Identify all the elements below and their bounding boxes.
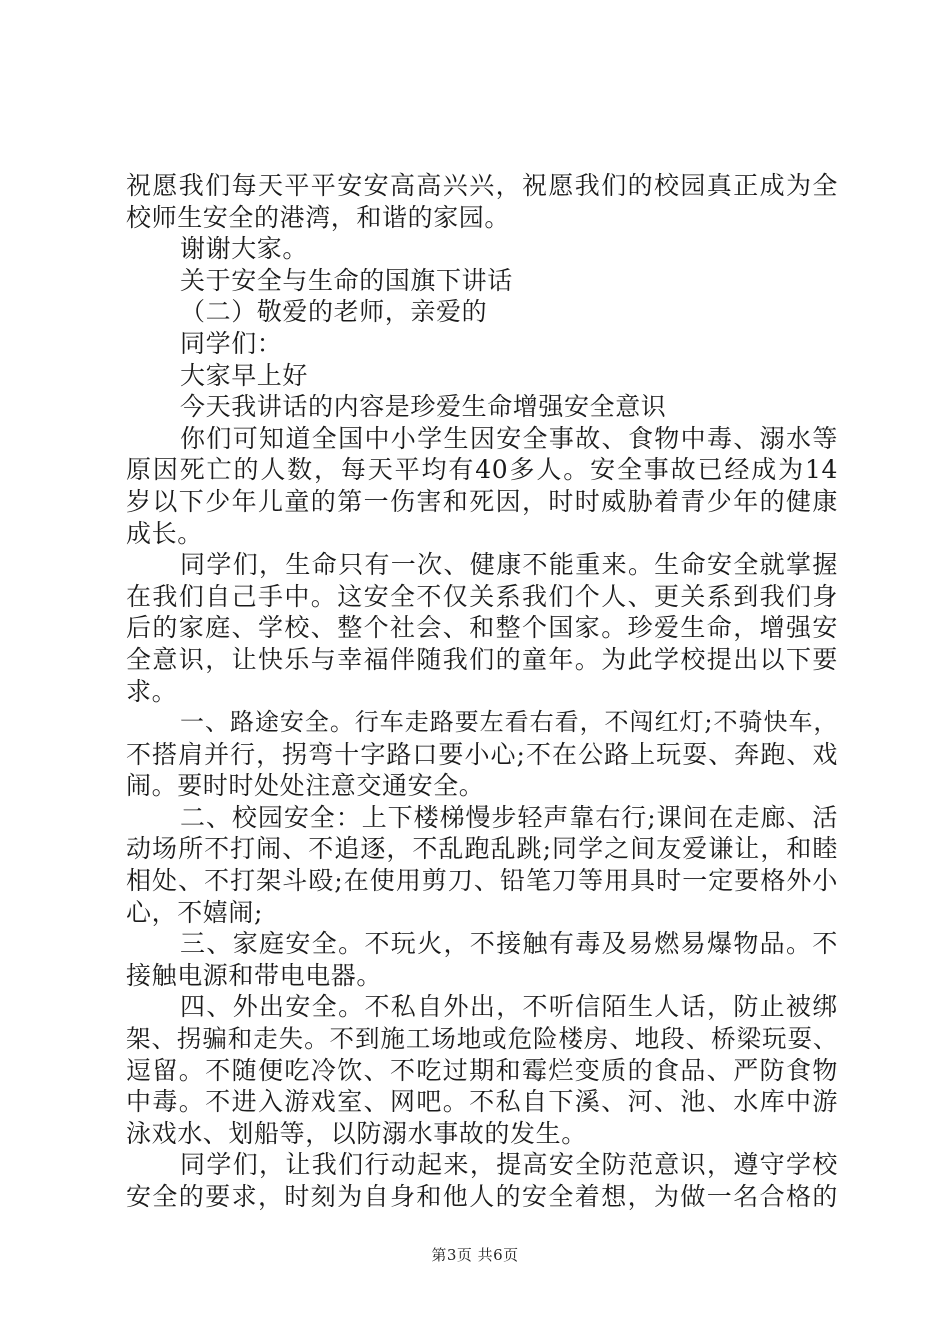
text-line: 同学们，生命只有一次、健康不能重来。生命安全就掌握 bbox=[180, 550, 838, 580]
text-line: 校师生安全的港湾，和谐的家园。 bbox=[126, 202, 511, 232]
text-line: 二、校园安全：上下楼梯慢步轻声靠右行;课间在走廊、活 bbox=[180, 802, 838, 832]
text-line: 在我们自己手中。这安全不仅关系我们个人、更关系到我们身 bbox=[126, 581, 838, 611]
text-line: 今天我讲话的内容是珍爱生命增强安全意识 bbox=[180, 392, 667, 422]
text-line: 不搭肩并行，拐弯十字路口要小心;不在公路上玩耍、奔跑、戏 bbox=[126, 739, 838, 769]
document-body bbox=[126, 170, 838, 1213]
text-line: 后的家庭、学校、整个社会、和整个国家。珍爱生命，增强安 bbox=[126, 613, 838, 643]
text-line: 全意识，让快乐与幸福伴随我们的童年。为此学校提出以下要 bbox=[126, 644, 838, 674]
text-line: 原因死亡的人数，每天平均有40多人。安全事故已经成为14 bbox=[126, 455, 838, 485]
text-line: 心，不嬉闹; bbox=[126, 897, 264, 927]
text-line: 四、外出安全。不私自外出，不听信陌生人话，防止被绑 bbox=[180, 992, 838, 1022]
text-line: 成长。 bbox=[126, 518, 203, 548]
text-line: 你们可知道全国中小学生因安全事故、食物中毒、溺水等 bbox=[180, 423, 838, 453]
page-number-footer: 第3页 共6页 bbox=[431, 1246, 519, 1264]
text-line: 安全的要求，时刻为自身和他人的安全着想，为做一名合格的 bbox=[126, 1182, 838, 1211]
text-line: 大家早上好 bbox=[180, 360, 309, 390]
text-line: （二）敬爱的老师，亲爱的 bbox=[180, 297, 488, 327]
text-line: 一、路途安全。行车走路要左看右看，不闯红灯;不骑快车， bbox=[180, 708, 838, 737]
text-line: 相处、不打架斗殴;在使用剪刀、铅笔刀等用具时一定要格外小 bbox=[126, 866, 838, 896]
text-line: 求。 bbox=[126, 676, 178, 706]
text-line: 逗留。不随便吃冷饮、不吃过期和霉烂变质的食品、严防食物 bbox=[126, 1055, 838, 1085]
text-line: 动场所不打闹、不追逐，不乱跑乱跳;同学之间友爱谦让，和睦 bbox=[126, 834, 838, 864]
text-line: 接触电源和带电电器。 bbox=[126, 960, 383, 990]
text-line: 中毒。不进入游戏室、网吧。不私自下溪、河、池、水库中游 bbox=[126, 1087, 838, 1117]
text-line: 关于安全与生命的国旗下讲话 bbox=[180, 265, 513, 295]
text-line: 谢谢大家。 bbox=[180, 234, 309, 264]
text-line: 同学们，让我们行动起来，提高安全防范意识，遵守学校 bbox=[180, 1150, 838, 1180]
text-line: 闹。要时时处处注意交通安全。 bbox=[126, 771, 485, 801]
text-line: 三、家庭安全。不玩火，不接触有毒及易燃易爆物品。不 bbox=[180, 929, 838, 959]
text-line: 架、拐骗和走失。不到施工场地或危险楼房、地段、桥梁玩耍、 bbox=[126, 1024, 838, 1054]
text-line: 泳戏水、划船等，以防溺水事故的发生。 bbox=[126, 1118, 587, 1148]
text-line: 祝愿我们每天平平安安高高兴兴，祝愿我们的校园真正成为全 bbox=[126, 171, 838, 200]
text-line: 同学们： bbox=[180, 328, 283, 358]
text-line: 岁以下少年儿童的第一伤害和死因，时时威胁着青少年的健康 bbox=[126, 486, 838, 516]
